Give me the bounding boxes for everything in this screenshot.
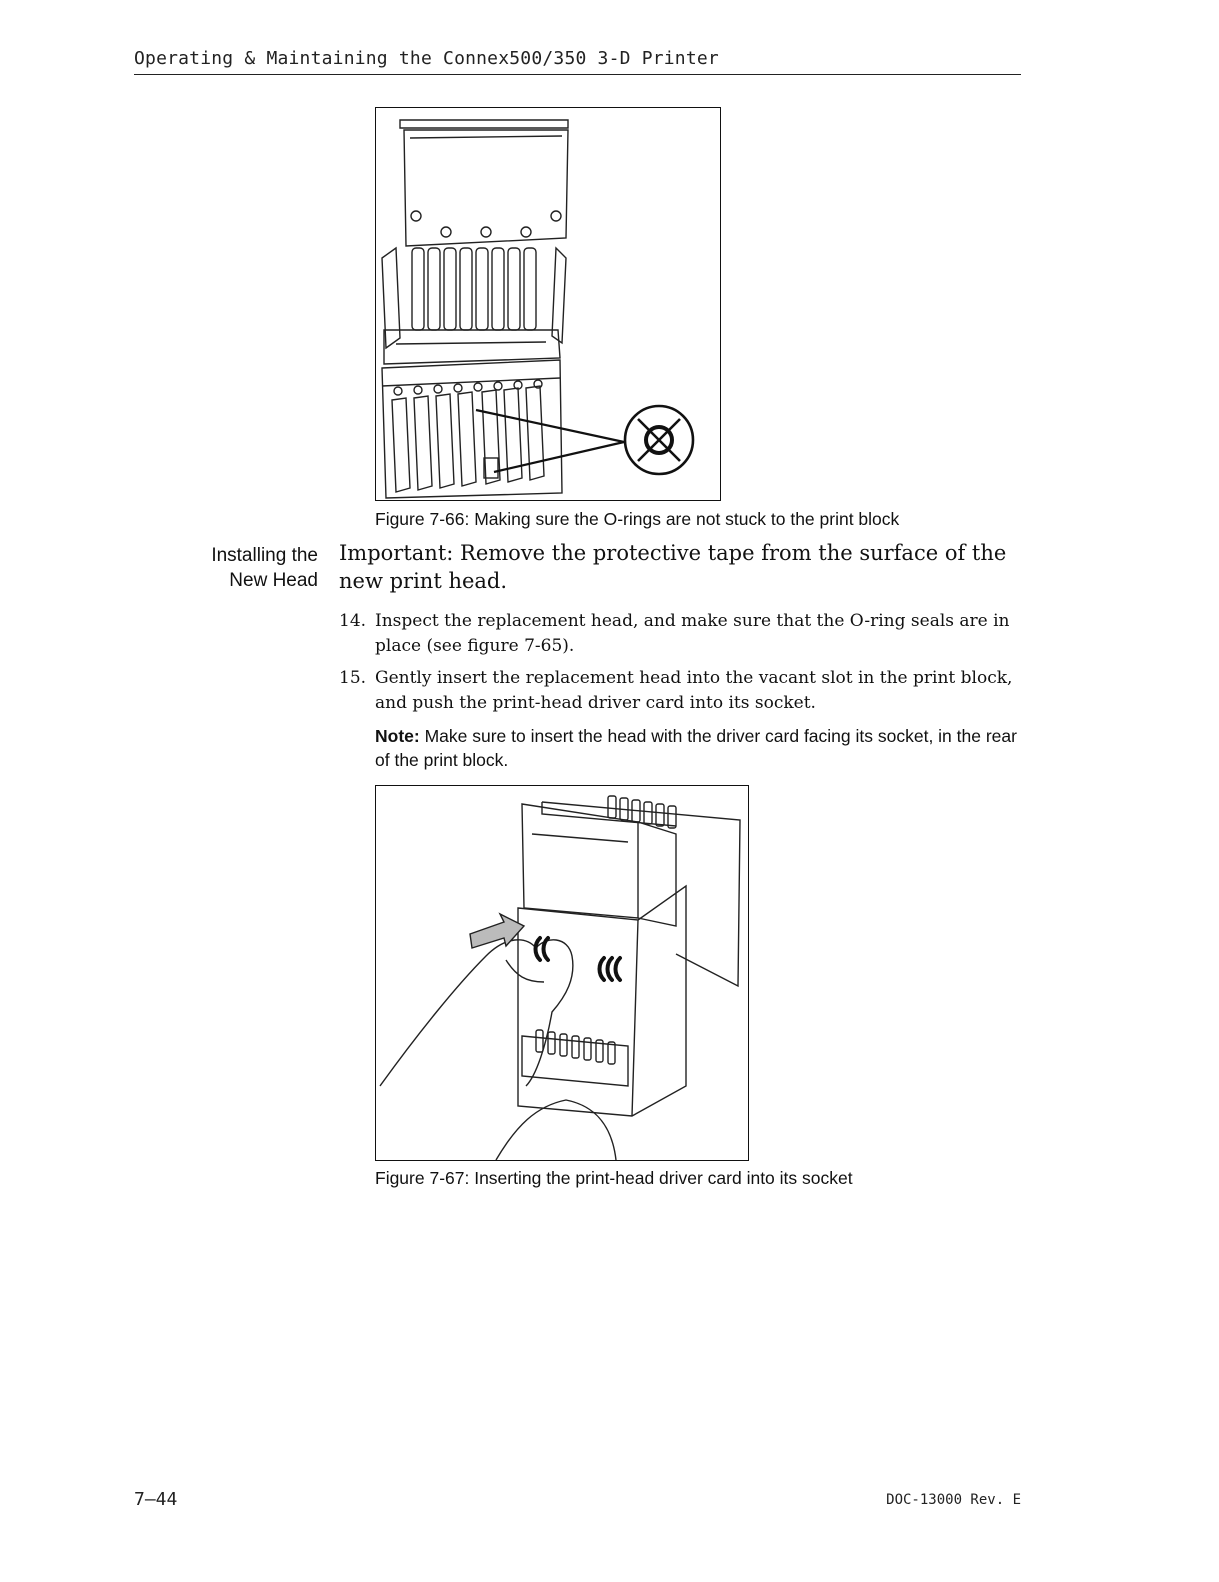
note bbox=[375, 724, 1025, 772]
side-heading-line: Installing the bbox=[211, 545, 318, 566]
important-notice: Important: Remove the protective tape from the surface of the new print head. bbox=[339, 541, 1007, 593]
note-text: Make sure to insert the head with the driver card facing its socket, in the rear of the print block. bbox=[375, 726, 1017, 770]
figure-insert-driver-card bbox=[375, 785, 749, 1161]
figure-caption: Figure 7-66: Making sure the O-rings are not stuck to the print block bbox=[375, 509, 900, 529]
figure-caption: Figure 7-67: Inserting the print-head driver card into its socket bbox=[375, 1168, 853, 1188]
print-block-illustration bbox=[376, 108, 720, 500]
step-number: 15. bbox=[339, 668, 367, 688]
document-id: DOC-13000 Rev. E bbox=[886, 1492, 1021, 1508]
figure-print-block-o-rings bbox=[375, 107, 721, 501]
step-number: 14. bbox=[339, 611, 367, 631]
header-title: Operating & Maintaining the Connex500/350 3-D Printer bbox=[134, 48, 719, 69]
side-heading bbox=[180, 543, 318, 593]
note-label: Note: bbox=[375, 726, 420, 746]
push-arrow-icon bbox=[470, 914, 524, 948]
step-text: Gently insert the replacement head into the vacant slot in the print block, and push the print-head driver card into its socket. bbox=[375, 668, 1013, 713]
page-number: 7–44 bbox=[134, 1489, 178, 1510]
step-item bbox=[339, 609, 1029, 659]
page-header bbox=[134, 48, 1021, 75]
side-heading-line: New Head bbox=[229, 570, 318, 591]
hand-inserting-head-illustration bbox=[376, 786, 748, 1160]
step-text: Inspect the replacement head, and make sure that the O-ring seals are in place (see figure 7-65). bbox=[375, 611, 1010, 656]
step-item bbox=[339, 666, 1029, 716]
no-o-ring-stuck-icon bbox=[625, 406, 693, 474]
